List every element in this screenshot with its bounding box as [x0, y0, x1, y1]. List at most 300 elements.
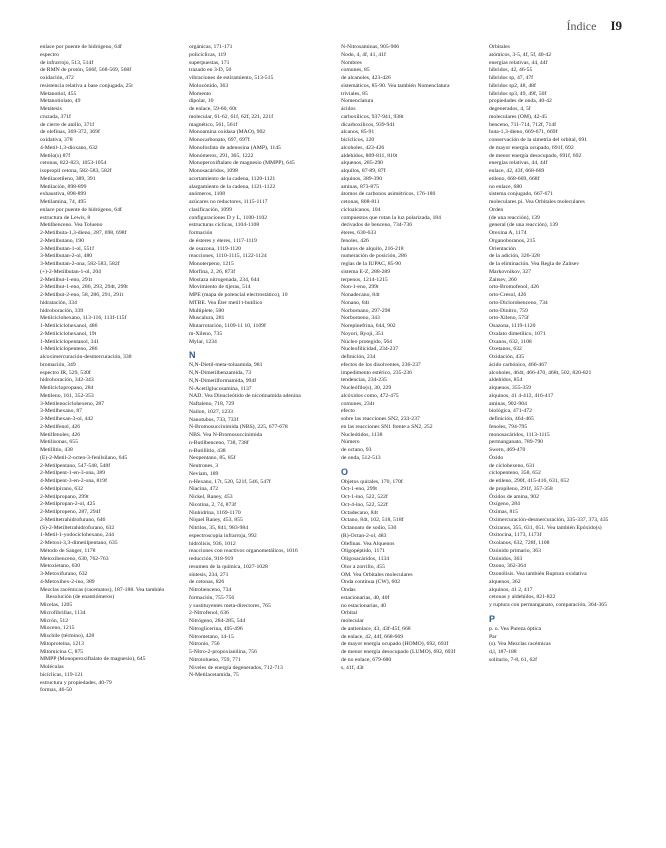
- index-entry: Metilo(s) 87f: [40, 152, 71, 159]
- index-entry: biológica, 471-472: [489, 408, 532, 415]
- index-entry: Par: [489, 633, 497, 640]
- index-entry: orto-Xileno, 575f: [489, 315, 529, 322]
- index-entry: de mayor energía ocupado, 691f, 692: [489, 144, 574, 151]
- index-entry: de cierre de anillo, 371f: [40, 121, 95, 128]
- index-entry: Nitronio, 756: [189, 641, 220, 648]
- index-entry: Mitomicina C, 875: [40, 648, 84, 655]
- index-entry: alcóxidos como, 472-475: [341, 392, 399, 399]
- index-entry: hidroboración, 342-343: [40, 377, 94, 384]
- index-entry: Swern, 469-470: [489, 447, 526, 453]
- index-entry: Oxidación, 435: [489, 354, 525, 360]
- index-entry: d,l, 187-188: [489, 649, 517, 655]
- index-entry: Noyori, Ryoji, 351: [341, 330, 384, 337]
- index-entry: acortamiento de la cadena, 1120-1121: [189, 175, 276, 182]
- index-entry: energías relativas, 44, 44f: [489, 59, 548, 66]
- index-entry: propiedades de onda, 40-42: [489, 98, 552, 105]
- index-entry: numeración de posición, 286: [341, 253, 407, 260]
- index-entry: N,N-Dimetilformamida, 994f: [189, 377, 257, 384]
- index-entry: 2-Metilpropan-2-ol, 425: [40, 501, 96, 508]
- index-entry: m-Xileno, 735: [189, 330, 223, 337]
- index-entry: Oct-1-eno, 299t: [341, 486, 378, 493]
- index-entry: Niacina, 472: [189, 486, 219, 493]
- index-entry: Nombres: [341, 59, 362, 66]
- index-entry: Oligopéptido, 1171: [341, 548, 386, 555]
- index-entry: Nicotina, 2, 74, 873f: [189, 501, 237, 508]
- index-entry: reacciones, 1110-1115, 1122-1124: [189, 253, 267, 260]
- index-entry: Micrón, 512: [40, 617, 69, 624]
- index-entry: trazado en 3-D, 50: [189, 67, 232, 74]
- index-entry: Ozónidos, 363: [489, 555, 523, 562]
- index-entry: aminas, 902-904: [489, 400, 527, 407]
- index-entry: MPE (mapa de potencial electrostático), 10: [189, 292, 288, 298]
- index-entry: estacionarias, 40, 40f: [341, 594, 390, 601]
- section-letter: P: [489, 613, 496, 624]
- index-entry: ciclopenteno, 358, 652: [489, 470, 541, 477]
- index-entry: Óxidos de amina, 902: [489, 493, 539, 500]
- index-entry: Metoxietano, 630: [40, 563, 81, 570]
- index-entry: Oximercuración-desmercuración, 335-337, 373, 435: [489, 516, 609, 523]
- index-entry: (R)-Octan-2-ol, 483: [341, 532, 387, 539]
- index-entry: N,N-Dietil-meta-toluamida, 981: [189, 362, 263, 369]
- index-entry: Núcleo protegido, 564: [341, 338, 393, 345]
- index-entry: buta-1,3-dieno, 669-671, 669f: [489, 129, 558, 136]
- index-entry: Objetos quirales, 170, 170f: [341, 478, 403, 485]
- index-entry: comunes, 234t: [341, 400, 375, 407]
- index-entry: híbridos sp2, 48, 48f: [489, 82, 536, 89]
- index-entry: bicíclicas, 119-121: [40, 671, 84, 678]
- index-entry: 3-Metilbutan-2-ol, 480: [40, 253, 93, 260]
- index-entry: átomos de carbonos asimétricos, 176-180: [341, 191, 436, 198]
- index-entry: NAD. Vea Dinucleótido de nicotinamida adenina: [189, 393, 301, 400]
- index-entry: hidrólisis, 936, 1012: [189, 540, 236, 547]
- index-entry: aminas, 873-875: [341, 183, 379, 190]
- index-entry: Oxitocina, 1173, 1173f: [489, 532, 542, 539]
- index-column-4: [489, 44, 621, 665]
- index-entry: Markovnikov, 327: [489, 268, 531, 275]
- index-entry: dicarboxílicos, 939-941: [341, 121, 396, 128]
- index-entry: y sustituyentes meta-directores, 765: [189, 602, 271, 609]
- index-entry: enlace por puente de hidrógeno, 64f: [40, 44, 122, 50]
- index-entry: de etileno, 290f, 415-416, 631, 652: [489, 478, 570, 484]
- index-entry: de enlace, 42, 44f, 668-669: [341, 633, 404, 640]
- index-entry: Norborneno, 343: [341, 315, 380, 322]
- index-entry: Metileno, 161, 352-353: [40, 392, 94, 399]
- index-entry: MMPP (Monoperoxiftalato de magnesio), 645: [40, 656, 146, 663]
- index-entry: Mutarrotación, 1109-11 10, 1109f: [189, 323, 266, 329]
- index-entry: Monómeros, 291, 365, 1222: [189, 152, 254, 159]
- index-entry: cicloalcanos, 104: [341, 206, 381, 213]
- index-entry: Non-1-eno, 299t: [341, 284, 379, 291]
- index-entry: Mitoproteína, 1213: [40, 640, 84, 647]
- index-entry: derivados de benceno, 734-736: [341, 222, 413, 229]
- index-entry: azúcares no reductores, 1115-1117: [189, 199, 268, 205]
- index-entry: orto-Cresol, 426: [489, 292, 527, 298]
- index-entry: de menor energía desocupado (LUMO), 692, 693f: [341, 649, 456, 655]
- index-entry: 2-Metilpropeno, 287, 294f: [40, 509, 101, 515]
- index-entry: Nitrógeno, 284-285, 544: [189, 618, 246, 624]
- index-entry: espectro IR, 529, 530f: [40, 369, 91, 376]
- index-entry: benceno, 711-714, 712f, 714f: [489, 121, 557, 128]
- index-entry: alquenos, 285-290: [341, 160, 384, 167]
- index-entry: Oxanos, 632, 1108: [489, 338, 532, 345]
- index-entry: Ozónido primario, 363: [489, 547, 541, 554]
- index-entry: alquinos, 41 2, 417: [489, 586, 533, 593]
- index-entry: Morfina, 2, 26, 873f: [189, 268, 236, 275]
- header-title: Índice: [566, 19, 597, 33]
- index-entry: Moléculas: [40, 664, 64, 670]
- index-entry: 2-Nitrofenol, 636: [189, 610, 229, 617]
- index-entry: resistencia relativa a base conjugada, 25t: [40, 82, 133, 89]
- index-entry: Multiplete, 580: [189, 307, 225, 314]
- index-entry: resumen de la química, 1027-1028: [189, 563, 268, 570]
- index-entry: (+)-2-Metilbutan-1-ol, 204: [40, 268, 102, 275]
- index-entry: síntesis, 234, 271: [189, 571, 229, 578]
- index-entry: espectroscopia infrarroja, 992: [189, 532, 257, 539]
- index-entry: Norepinefrina, 644, 902: [341, 323, 396, 329]
- index-entry: 2-Metilciclohexanol, 19t: [40, 330, 97, 337]
- index-entry: orto-Dinitro, 759: [489, 307, 528, 314]
- index-entry: Nitroglicerina, 495-496: [189, 625, 243, 632]
- index-entry: reacciones con reactivos organometálicos, 1016: [189, 548, 298, 555]
- index-entry: monosacáridos, 1113-1115: [489, 431, 550, 438]
- index-entry: 2-Metilpent-1-en-3-ona, 389: [40, 470, 106, 477]
- index-entry: Nitrometano, 14-15: [189, 633, 234, 640]
- index-entry: 4-Metilpent-3-en-2-ona, 819f: [40, 478, 107, 484]
- index-entry: orto-Bromofenol, 426: [489, 284, 539, 291]
- index-entry: Metoxibenceno, 630, 762-763: [40, 555, 109, 562]
- index-entry: n-Butillitio, 438: [189, 447, 226, 454]
- section-letter: N: [189, 350, 196, 361]
- index-entry: sistema conjugado, 667-671: [489, 191, 553, 198]
- index-entry: Monofosfato de adenosina (AMP), 1145: [189, 144, 281, 151]
- index-entry: policíclicas, 119: [189, 51, 227, 58]
- index-entry: Oct-4-ino, 522, 522f: [341, 501, 388, 508]
- index-entry: Nucleótidos, 1138: [341, 431, 383, 438]
- index-entry: (de una reacción), 139: [489, 214, 540, 221]
- index-entry: definición, 464-465: [489, 416, 534, 422]
- index-entry: orgánicas, 171-171: [189, 44, 233, 50]
- index-entry: hidroboración, 339: [40, 307, 84, 314]
- index-entry: permanganato, 789-790: [489, 439, 544, 446]
- index-entry: Metilciclohexano, 113-116, 113f-115f: [40, 315, 127, 322]
- index-entry: Mostaza nitrogenada, 234, 644: [189, 276, 260, 283]
- index-entry: Nickel, Raney, 453: [189, 494, 233, 500]
- index-entry: formación, 755-756: [189, 594, 235, 601]
- index-entry: Oxalato dimetílico, 1071: [489, 330, 546, 337]
- index-entry: 2-Metilbut-1-eno, 286, 293, 294t, 299t: [40, 284, 128, 291]
- index-entry: 2-Metilbuta-1,3-dieno, 287, 698, 698f: [40, 230, 127, 236]
- index-entry: 3-Metilhexano, 87: [40, 408, 83, 415]
- index-entry: de ciclohexeno, 631: [489, 462, 535, 469]
- index-entry: Metilbenceno. Vea Tolueno: [40, 222, 103, 229]
- index-entry: Muscalura, 281: [189, 315, 225, 322]
- index-entry: fenoles, 426: [341, 237, 369, 244]
- index-entry: Nucleófilo(s), 30, 229: [341, 385, 392, 391]
- index-entry: de RMN de protón, 566f, 568-569, 568f: [40, 67, 132, 74]
- index-entry: (E)-2-Metil-2-octen-3-fenilsilano, 645: [40, 454, 128, 461]
- index-entry: Monoperoxiftalato de magnesio (MMPP), 645: [189, 160, 295, 167]
- index-entry: cetonas, 822-823, 1053-1054: [40, 160, 107, 167]
- index-entry: impedimento estérico, 235-236: [341, 369, 412, 376]
- index-entry: MTBE. Vea Éter metil t-butílico: [189, 299, 263, 306]
- index-entry: Oxolanos, 632, 728f, 1108: [489, 540, 550, 546]
- index-entry: 2-Metilbut-1-eno, 291t: [40, 276, 93, 283]
- index-entry: Nitrobenceno, 734: [189, 587, 232, 593]
- index-entry: Oct-1-ino, 522, 522f: [341, 494, 388, 500]
- index-entry: Onda continua (CW), 602: [341, 579, 401, 586]
- index-entry: 2-Metiltetrahidrofurano, 646: [40, 516, 106, 523]
- index-entry: alcoximercuración-desmercuración, 338: [40, 354, 132, 360]
- index-entry: de olefinas, 369-372, 369f: [40, 129, 100, 136]
- index-entry: Naftaleno, 718, 729: [189, 401, 235, 407]
- index-entry: alquenos, 355-359: [489, 385, 532, 391]
- index-entry: 2-Metilpropano, 299t: [40, 493, 89, 500]
- index-entry: 3-Metilenociclohexeno, 287: [40, 400, 105, 407]
- index-entry: alquenos, 362: [489, 578, 521, 585]
- index-entry: fenoles, 794-795: [489, 423, 528, 430]
- index-entry: Número: [341, 439, 360, 446]
- index-entry: anómeros, 1108: [189, 191, 226, 198]
- index-entry: Orexina A, 1174: [489, 230, 527, 236]
- index-entry: formación: [189, 230, 213, 236]
- index-entry: n-Butilbenceno, 738, 738f: [189, 439, 249, 446]
- index-entry: moleculares pi. Vea Orbitales moleculares: [489, 199, 585, 205]
- index-entry: Metilamina, 74, 495: [40, 199, 87, 205]
- index-entry: definición, 234: [341, 354, 376, 360]
- index-entry: en las reacciones SN1 frente a SN2, 252: [341, 423, 433, 430]
- index-entry: Metátesis: [40, 106, 62, 112]
- index-entry: de ésteres y éteres, 1117-1119: [189, 237, 257, 244]
- index-entry: Óxido: [489, 454, 504, 461]
- index-entry: 4-Metilpirano, 632: [40, 485, 83, 492]
- section-letter: O: [341, 466, 349, 477]
- index-entry: 4-Metil-1,3-dioxano, 632: [40, 144, 98, 151]
- index-entry: energías relativas, 44, 44f: [489, 160, 548, 167]
- index-entry: no enlace, 680: [489, 183, 523, 190]
- index-entry: Metanotiolato, 49: [40, 98, 81, 105]
- index-entry: 1-Metilciclopentanol, 341: [40, 338, 100, 345]
- index-entry: de cetonas, 826: [189, 579, 225, 586]
- index-entry: Octadecano, 84t: [341, 509, 378, 516]
- index-entry: Nitrotolueno, 759, 771: [189, 656, 241, 663]
- index-entry: superpuestas, 171: [189, 59, 230, 66]
- index-column-2: [189, 44, 321, 680]
- index-entry: de infrarrojo, 513, 514f: [40, 59, 94, 66]
- index-entry: configuraciones D y L, 1100-1102: [189, 214, 268, 221]
- index-entry: exhaustiva, 898-899: [40, 191, 87, 198]
- index-entry: p. o. Vea Pureza óptica: [489, 625, 542, 632]
- index-entry: 1-Metil-1-yodociclohexano, 244: [40, 532, 114, 539]
- index-entry: Orden: [489, 206, 504, 213]
- index-entry: Zaitsev, 260: [489, 276, 517, 283]
- index-entry: OM. Vea Orbitales moleculares: [341, 571, 413, 578]
- index-entry: estructura y propiedades, 40-79: [40, 679, 112, 686]
- index-entry: híbridos sp3, 49, 49f, 50f: [489, 90, 547, 97]
- index-entry: (S)-2-Metiltetrahidrofurano, 632: [40, 524, 115, 531]
- index-entry: Neutrones, 3: [189, 463, 219, 469]
- index-entry: de mayor energía ocupado (HOMO), 692, 693f: [341, 641, 449, 648]
- index-entry: de alcanoles, 423-426: [341, 75, 391, 81]
- index-entry: Norbornano, 297-298: [341, 307, 391, 314]
- index-entry: orto-Diclorobenceno, 734: [489, 299, 548, 306]
- index-entry: triviales, 85: [341, 90, 368, 97]
- index-entry: Metanotiol, 455: [40, 90, 77, 97]
- index-entry: Nailon, 1027, 1233: [189, 408, 233, 415]
- index-entry: isopropil cetona, 582-583, 582f: [40, 168, 112, 174]
- index-entry: sistemáticos, 85-90. Vea también Nomenclatura: [341, 82, 450, 89]
- index-entry: oxidación, 472: [40, 75, 74, 81]
- index-entry: estructuras cíclicas, 1104-1108: [189, 222, 260, 229]
- index-entry: N,N-Dimetilbenzamida, 73: [189, 370, 252, 376]
- index-entry: atómicos, 3-5, 4f, 5f, 40-42: [489, 51, 552, 58]
- index-entry: molecular, 61-62, 61f, 62f, 221, 221f: [189, 113, 274, 120]
- index-entry: espectro: [40, 51, 59, 58]
- index-entry: de la eliminación. Vea Regla de Zaitsev: [489, 261, 580, 267]
- index-entry: Monocarbonato, 697, 697f: [189, 137, 250, 143]
- index-entry: Metilación, 898-899: [40, 183, 87, 190]
- index-entry: efecto: [341, 408, 355, 415]
- page-number: I9: [610, 18, 622, 33]
- index-entry: Ozono, 362-364: [489, 563, 526, 570]
- index-entry: ácidos: [341, 106, 356, 112]
- index-entry: Microfibrillas, 1134: [40, 609, 86, 616]
- index-entry: enlace, 42, 43f, 668-669: [489, 168, 545, 174]
- index-entry: formas, 46-50: [40, 687, 72, 694]
- index-entry: Olor a zorrillo, 455: [341, 563, 385, 570]
- index-entry: clasificación, 1099: [189, 206, 232, 213]
- index-entry: s, 41f, 43t: [341, 664, 364, 671]
- index-entry: 1-Metilciclohexanol, 486: [40, 323, 98, 329]
- index-entry: 2-Metilbut-2-eno, 58, 286, 291, 291t: [40, 292, 124, 298]
- index-entry: Nanotubos, 733, 733f: [189, 416, 239, 423]
- index-entry: aldehídos, 854: [489, 377, 523, 384]
- index-entry: general (de una reacción), 139: [489, 222, 559, 229]
- index-entry: Movimiento de tijeras, 514: [189, 284, 251, 291]
- index-entry: Oxímas, 815: [489, 509, 519, 515]
- index-entry: oxidativa, 378: [40, 137, 73, 143]
- index-entry: Mioceno, 1215: [40, 625, 75, 632]
- index-entry: no estacionarias, 40: [341, 602, 387, 609]
- index-entry: de la adición, 326-328: [489, 253, 540, 260]
- index-entry: reglas de la IUPAC, 85-90: [341, 261, 401, 267]
- index-entry: 2-Metilfenol, 426: [40, 423, 81, 430]
- index-entry: (s). Vea Mezclas racémicas: [489, 641, 551, 648]
- index-entry: NBS. Vea N-Bromosuccinimida: [189, 432, 263, 438]
- index-entry: 2-Metoxi-3,3-dimetilpentano, 635: [40, 540, 118, 546]
- index-entry: Monoamina oxidasa (MAO), 902: [189, 129, 266, 136]
- index-entry: de osazona, 1119-1120: [189, 245, 241, 252]
- index-column-3: [341, 44, 473, 672]
- index-entry: de antienlace, 43, 43f-45f, 668: [341, 625, 411, 632]
- index-entry: alquinos, 41 4-412, 416-417: [489, 392, 554, 399]
- index-entry: Organoboranos, 215: [489, 237, 536, 244]
- index-entry: 3-Metoxifurano, 632: [40, 571, 88, 577]
- index-entry: alargamiento de la cadena, 1121-1122: [189, 183, 276, 190]
- index-entry: Molozónido, 363: [189, 82, 229, 89]
- index-entry: enlace por puente de hidrógeno, 64f: [40, 206, 122, 213]
- index-entry: N-Metilacetamida, 75: [189, 672, 239, 679]
- index-entry: cetonas y aldehídos, 821-822: [489, 594, 556, 601]
- index-entry: 5-Nitro-2-propoxianilina, 756: [189, 649, 257, 655]
- index-entry: tendencias, 234-235: [341, 377, 387, 384]
- index-entry: híbridos, 42, 46-55: [489, 67, 533, 74]
- index-entry: terpenos, 1214-1215: [341, 276, 388, 283]
- index-entry: Neviam, 189: [189, 470, 219, 477]
- index-entry: Metilfenoles, 426: [40, 431, 81, 438]
- index-entry: 2-Metilbutano, 190: [40, 237, 84, 244]
- index-entry: haluros de alquilo, 216-218: [341, 245, 404, 252]
- index-entry: solitario, 7-8, 61, 62f: [489, 656, 538, 663]
- index-entry: estructura de Lewis, 8: [40, 214, 91, 221]
- index-entry: magnético, 561, 561f: [189, 121, 238, 128]
- index-entry: Monosacáridos, 1098: [189, 168, 238, 174]
- index-entry: aldehídos, 809-811, 810t: [341, 152, 398, 159]
- index-entry: Níquel Raney, 453, 855: [189, 517, 243, 524]
- index-entry: moleculares (OM), 42-45: [489, 113, 547, 120]
- index-entry: Nomenclatura: [341, 98, 374, 105]
- index-entry: Metilisonas, 655: [40, 439, 78, 446]
- index-entry: éteres, 630-633: [341, 230, 377, 236]
- index-entry: dipolar, 10: [189, 98, 214, 105]
- index-entry: molecular: [341, 618, 364, 624]
- index-entry: Método de Sanger, 1178: [40, 547, 96, 554]
- index-entry: de enlace, 59-60, 60t: [189, 106, 237, 112]
- index-entry: de propileno, 291f, 357-358: [489, 485, 553, 492]
- index-entry: Orbital: [341, 610, 358, 617]
- index-entry: N-Acetilglucosamina, 1137: [189, 385, 252, 392]
- index-entry: etileno, 668-669, 668f: [489, 175, 540, 182]
- index-entry: de menor energía desocupado, 691f, 692: [489, 152, 582, 159]
- index-entry: híbridos sp, 47, 47f: [489, 75, 534, 81]
- index-entry: vibraciones de estiramiento, 513-515: [189, 75, 274, 81]
- index-entry: Monoterpeno, 1215: [189, 261, 234, 267]
- index-entry: Osazona, 1119-1120: [489, 323, 536, 329]
- index-entry: bromación, 349: [40, 361, 76, 368]
- index-entry: alcoholes, 423-426: [341, 144, 385, 151]
- index-entry: Nodo, 4, 4f, 41, 41f: [341, 51, 386, 58]
- index-entry: Mylar, 1234: [189, 338, 217, 345]
- index-entry: Metilciclopropano, 284: [40, 385, 94, 391]
- index-entry: Orbitales: [489, 44, 510, 50]
- index-entry: 3-Metilbutan-1-ol, 551f: [40, 245, 95, 252]
- index-entry: de no enlace, 679-680: [341, 656, 392, 663]
- index-entry: sistema E-Z, 288-289: [341, 268, 391, 275]
- index-entry: alcanos, 85-91: [341, 129, 375, 136]
- index-entry: n-Hexano, 17t, 520, 521f, 546, 547f: [189, 478, 271, 485]
- index-entry: y ruptura con permanganato, comparación, 364-365: [489, 602, 607, 608]
- page-header: [566, 18, 622, 34]
- index-entry: Octanoato de sodio, 530: [341, 525, 397, 531]
- index-entry: Oxígeno, 284: [489, 501, 520, 508]
- index-entry: Metillitio, 438: [40, 447, 73, 453]
- index-entry: Nonadecano, 84t: [341, 292, 380, 298]
- index-entry: N-Nitrosaminas, 905-906: [341, 44, 400, 50]
- index-column-1: [40, 44, 172, 695]
- index-entry: bicíclicos, 120: [341, 137, 375, 143]
- index-entry: 2-Metilpentano, 547-548, 548f: [40, 462, 111, 469]
- index-entry: reducción, 918-919: [189, 556, 234, 562]
- index-entry: Ninhidrina, 1169-1170: [189, 509, 241, 516]
- index-entry: alquilos, 87-89, 87f: [341, 168, 386, 174]
- index-entry: Orientación: [489, 245, 516, 252]
- index-entry: compuestos que rotan la luz polarizada, 184: [341, 214, 441, 221]
- index-entry: ácido carbónico, 466-467: [489, 361, 547, 368]
- index-entry: Neopentano, 85, 85f: [189, 455, 236, 462]
- index-entry: cetonas, 808-811: [341, 199, 380, 205]
- index-entry: hidratación, 334: [40, 299, 77, 306]
- index-entry: sobre las reacciones SN2, 233-237: [341, 416, 420, 422]
- index-entry: Oxetanos, 632: [489, 346, 522, 353]
